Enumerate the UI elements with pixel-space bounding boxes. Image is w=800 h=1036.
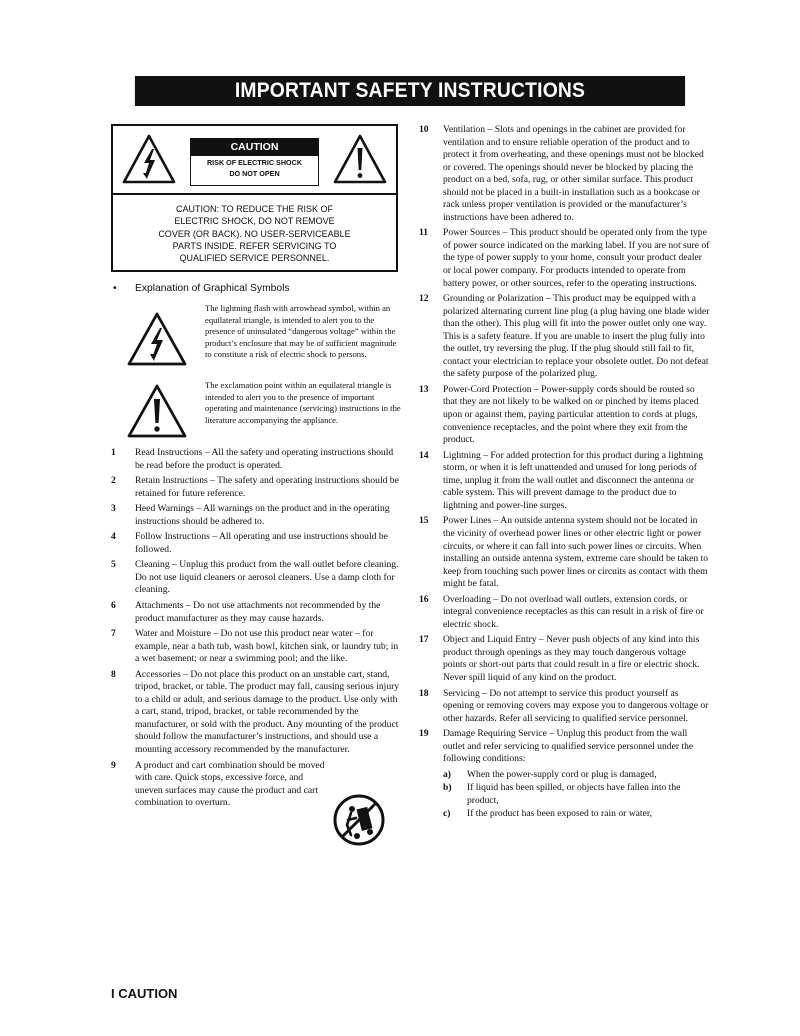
item-number: 6 <box>111 600 116 612</box>
caution-subtitle <box>191 156 318 179</box>
list-item <box>419 450 710 513</box>
symbols-heading-text: Explanation of Graphical Symbols <box>135 283 290 294</box>
list-item <box>419 124 710 224</box>
sub-list-item <box>443 782 710 807</box>
item-number: 15 <box>419 515 429 527</box>
item-text: Power Lines – An outside antenna system should not be located in the vicinity of overhead power lines or other electric light or power circuits, or where it can fall into such power lines or circuits. When installing an outside antenna system, extreme care should be taken to keep from touching such power lines or circuits as contact with them might be fatal. <box>443 515 709 590</box>
item-number: 5 <box>111 559 116 571</box>
exclamation-symbol-icon <box>126 383 188 439</box>
item-text: Damage Requiring Service – Unplug this product from the wall outlet and refer servicing to qualified service personnel under the following conditions: <box>443 728 694 765</box>
sub-list-item <box>443 769 710 782</box>
list-item <box>111 600 403 625</box>
item-number: 4 <box>111 531 116 543</box>
list-item <box>111 559 403 597</box>
item-number: 1 <box>111 447 116 458</box>
list-item <box>111 475 403 500</box>
list-item <box>419 293 710 381</box>
exclamation-symbol-text: The exclamation point within an equilateral triangle is intended to alert you to the presence of important operating and maintenance (servicing) instructions in the literature accompanying the appliance. <box>205 380 401 425</box>
sub-list-item <box>443 808 710 821</box>
symbols-heading <box>113 283 290 294</box>
item-text: Attachments – Do not use attachments not recommended by the product manufacturer as they may cause hazards. <box>135 600 381 624</box>
list-item <box>419 728 710 766</box>
item-number: 9 <box>111 759 116 771</box>
item-number: 11 <box>419 227 429 239</box>
bullet-dot: • <box>113 283 117 294</box>
item-text: Ventilation – Slots and openings in the cabinet are provided for ventilation and to ensure reliable operation of the product and to protect it from overheating, and these openings must not be blocked or covered. The openings should never be blocked by placing the product on a bed, sofa, rug, or other similar surface. This product should not be placed in a built-in installation such as a bookcase or rack unless proper ventilation is provided or the manufacturer’s instructions have been adhered to. <box>443 124 704 223</box>
item-text: Lightning – For added protection for this product during a lightning storm, or when it is left unattended and unused for long periods of time, unplug it from the wall outlet and disconnect the antenna or cable system. This will prevent damage to the product due to lightning and power-line surges. <box>443 449 704 511</box>
caution-label: CAUTION <box>191 139 318 156</box>
item-text: Read Instructions – All the safety and operating instructions should be read before the product is operated. <box>135 447 394 471</box>
item-number: 2 <box>111 475 116 487</box>
right-column-list <box>419 124 710 821</box>
item-text: Object and Liquid Entry – Never push objects of any kind into this product through openings as they may touch dangerous voltage points or short-out parts that could result in a fire or electric shock. Never spill liquid of any kind on the product. <box>443 634 700 683</box>
caution-box-header <box>113 126 396 195</box>
caution-sub-line1: RISK OF ELECTRIC SHOCK <box>206 158 303 167</box>
item-number: 19 <box>419 728 429 740</box>
list-item <box>111 503 403 528</box>
list-item <box>111 669 403 757</box>
sub-item-letter: b) <box>443 782 452 794</box>
item-number: 16 <box>419 593 429 605</box>
cart-warning-icon <box>333 794 385 846</box>
left-column-list <box>111 447 403 810</box>
item-text: Follow Instructions – All operating and use instructions should be followed. <box>135 531 388 555</box>
item-number: 17 <box>419 634 429 646</box>
caution-warning-text: CAUTION: TO REDUCE THE RISK OF ELECTRIC SHOCK, DO NOT REMOVE COVER (OR BACK). NO USER-SERVICEABLE PARTS INSIDE. REFER SERVICING TO QUALIFIED SERVICE PERSONNEL. <box>158 204 351 264</box>
item-number: 18 <box>419 687 429 699</box>
lightning-warning-icon <box>121 133 177 185</box>
item-text: Overloading – Do not overload wall outlets, extension cords, or integral convenience receptacles as this can result in a risk of fire or electric shock. <box>443 593 704 630</box>
lightning-symbol-icon <box>126 311 188 367</box>
item-text: Grounding or Polarization – This product may be equipped with a polarized alternating current line plug (a plug having one blade wider than the other). This plug will fit into the power outlet only one way. This is a safety feature. If you are unable to insert the plug fully into the outlet, try reversing the plug. If the plug should still fail to fit, contact your electrician to replace your obsolete outlet. Do not defeat the safety purpose of the polarized plug. <box>443 293 710 380</box>
sub-item-text: If liquid has been spilled, or objects have fallen into the product, <box>467 782 681 806</box>
list-item <box>419 594 710 632</box>
item-number: 13 <box>419 383 429 395</box>
item-text: Cleaning – Unplug this product from the wall outlet before cleaning. Do not use liquid cleaners or aerosol cleaners. Use a damp cloth for cleaning. <box>135 559 399 596</box>
list-item <box>419 227 710 290</box>
caution-label-box <box>190 138 319 186</box>
page-footer: I CAUTION <box>111 986 178 1001</box>
item-text: A product and cart combination should be moved with care. Quick stops, excessive force, and uneven surfaces may cause the product and cart combination to overturn. <box>135 759 325 809</box>
item-number: 7 <box>111 628 116 640</box>
item-text: Water and Moisture – Do not use this product near water – for example, near a bath tub, wash bowl, kitchen sink, or laundry tub; in a wet basement; or near a swimming pool; and the like. <box>135 628 399 665</box>
item-text: Heed Warnings – All warnings on the product and in the operating instructions should be adhered to. <box>135 503 390 527</box>
item-text: Power-Cord Protection – Power-supply cords should be routed so that they are not likely to be walked on or pinched by items placed upon or against them, paying particular attention to cords at plugs, convenience receptacles, and the point where they exit from the product. <box>443 383 699 446</box>
list-item <box>419 515 710 590</box>
list-item <box>111 628 403 666</box>
exclamation-warning-icon <box>332 133 388 185</box>
sub-item-text: If the product has been exposed to rain or water, <box>467 808 653 820</box>
list-item <box>111 447 403 472</box>
item-number: 3 <box>111 503 116 515</box>
item-number: 8 <box>111 668 116 680</box>
item-number: 14 <box>419 449 429 461</box>
sub-item-text: When the power-supply cord or plug is damaged, <box>467 768 657 780</box>
list-item <box>419 634 710 684</box>
caution-box <box>111 124 398 272</box>
list-item <box>419 384 710 447</box>
item-text: Retain Instructions – The safety and operating instructions should be retained for future reference. <box>135 475 399 499</box>
caution-sub-line2: DO NOT OPEN <box>229 168 280 178</box>
sub-item-letter: c) <box>443 808 451 820</box>
lightning-symbol-text: The lightning flash with arrowhead symbol, within an equilateral triangle, is intended to alert you to the presence of uninsulated “dangerous voltage” within the product’s enclosure that may be of sufficient magnitude to constitute a risk of electric shock to persons. <box>205 303 397 359</box>
list-item <box>419 688 710 726</box>
item-number: 12 <box>419 293 429 305</box>
item-text: Servicing – Do not attempt to service this product yourself as opening or removing covers may expose you to dangerous voltage or other hazards. Refer all servicing to qualified service personnel. <box>443 687 709 724</box>
page-title: IMPORTANT SAFETY INSTRUCTIONS <box>135 76 685 106</box>
list-item <box>111 760 333 810</box>
sub-item-letter: a) <box>443 768 451 780</box>
list-item <box>111 531 403 556</box>
item-text: Accessories – Do not place this product on an unstable cart, stand, tripod, bracket, or table. The product may fall, causing serious injury to a child or adult, and serious damage to the product. Use only with a cart, stand, tripod, bracket, or table recommended by the manufacturer, or sold with the product. Any mounting of the product should follow the manufacturer’s instructions, and should use a mounting accessory recommended by the manufacturer. <box>135 668 400 756</box>
item-text: Power Sources – This product should be operated only from the type of power source indicated on the marking label. If you are not sure of the type of power supply to your home, consult your product dealer or local power company. For products intended to operate from battery power, or other sources, refer to the operating instructions. <box>443 227 710 289</box>
item-number: 10 <box>419 124 429 135</box>
